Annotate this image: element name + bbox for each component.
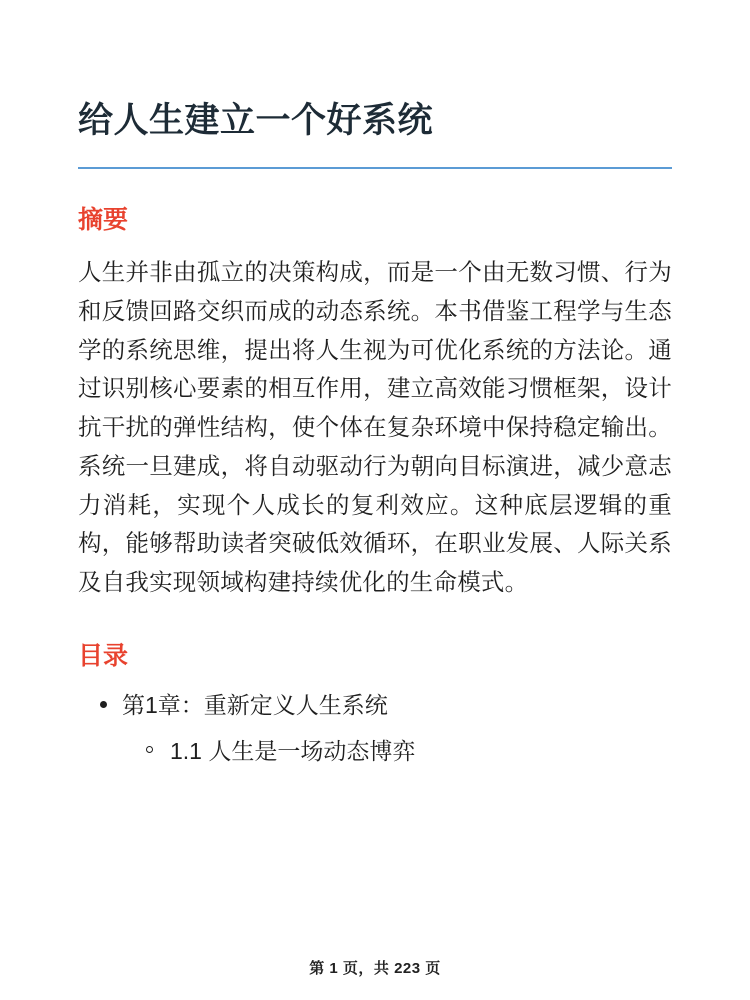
toc-sublist <box>122 734 672 770</box>
toc-list <box>78 688 672 769</box>
abstract-body: 人生并非由孤立的决策构成，而是一个由无数习惯、行为和反馈回路交织而成的动态系统。本书借鉴工程学与生态学的系统思维，提出将人生视为可优化系统的方法论。通过识别核心要素的相互作用，建立高效能习惯框架，设计抗干扰的弹性结构，使个体在复杂环境中保持稳定输出。系统一旦建成，将自动驱动行为朝向目标演进，减少意志力消耗，实现个人成长的复利效应。这种底层逻辑的重构，能够帮助读者突破低效循环，在职业发展、人际关系及自我实现领域构建持续优化的生命模式。 <box>78 259 672 596</box>
toc-section-item[interactable] <box>122 734 672 770</box>
page-footer: 第 1 页，共 223 页 <box>309 960 441 977</box>
toc-chapter-item[interactable] <box>78 688 672 769</box>
title-divider <box>78 167 672 169</box>
toc-heading: 目录 <box>78 641 129 670</box>
toc-chapter-label: 第1章：重新定义人生系统 <box>122 691 388 718</box>
toc-section-label: 1.1 人生是一场动态博弈 <box>170 737 416 764</box>
bullet-disc-icon <box>100 701 107 708</box>
abstract-heading: 摘要 <box>78 206 129 234</box>
bullet-circle-icon <box>146 746 153 753</box>
page-title: 给人生建立一个好系统 <box>78 101 434 140</box>
